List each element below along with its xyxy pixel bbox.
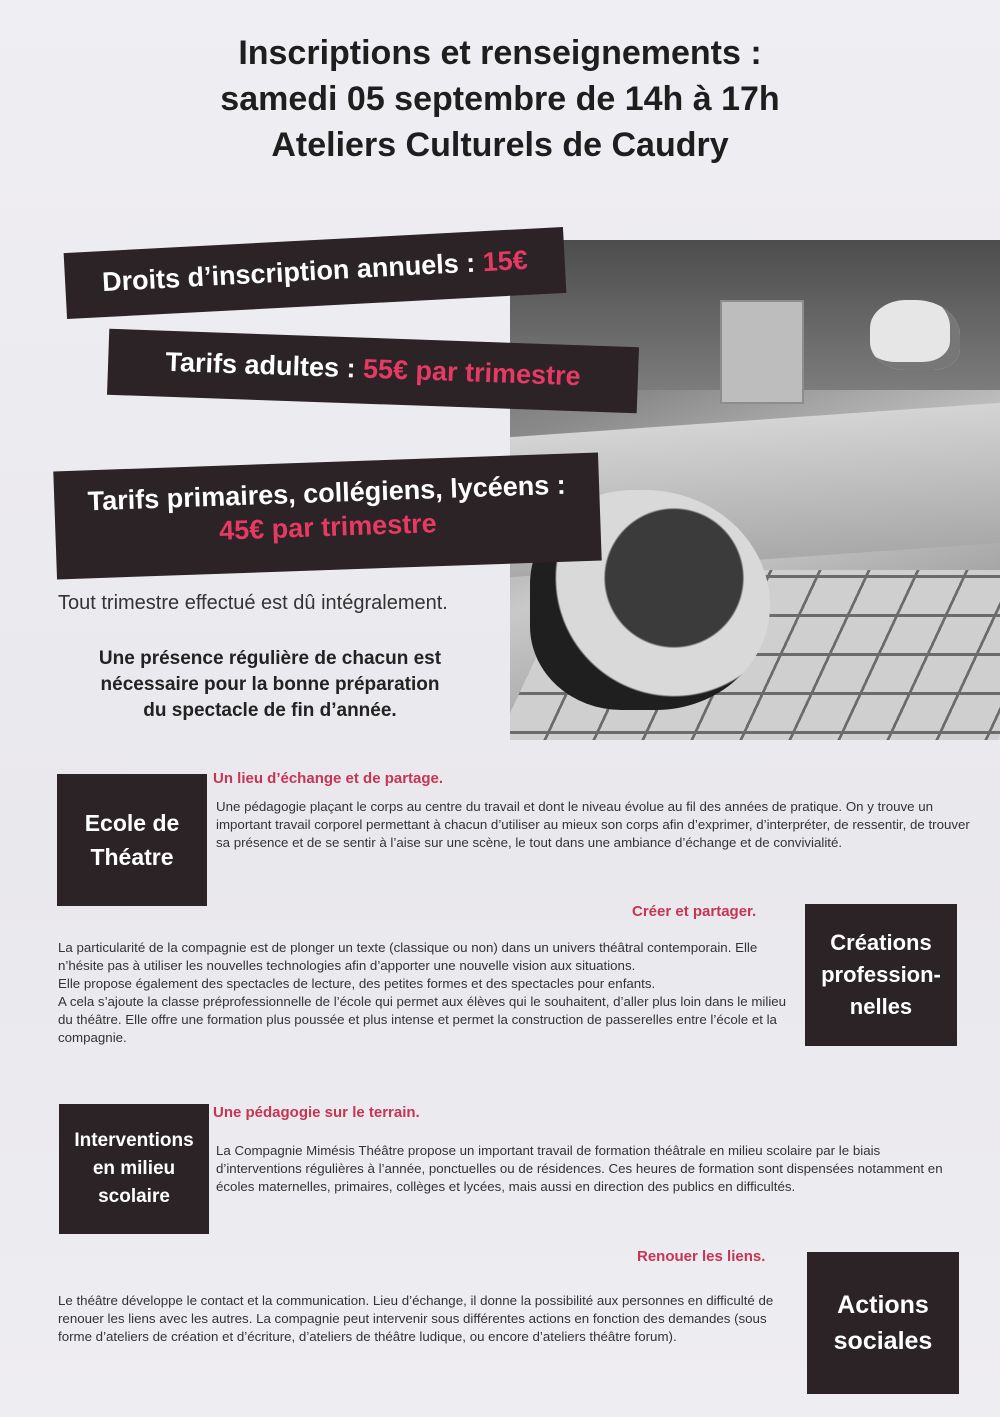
presence-note-line3: du spectacle de fin d’année. xyxy=(143,700,397,721)
creations-box-line2: profession- xyxy=(821,962,941,987)
header-title-line1: Inscriptions et renseignements : xyxy=(238,34,762,72)
ecole-box-line2: Théatre xyxy=(90,844,174,870)
creations-box-line1: Créations xyxy=(830,930,932,955)
creations-section-title: Créer et partager. xyxy=(632,903,757,920)
actions-section-text: Le théâtre développe le contact et la communication. Lieu d’échange, il donne la possibilité aux personnes en difficulté de renouer les liens avec les autres. La compagnie peut intervenir sous différentes actions en fonction des demandes (sous forme d’ateliers de création et d’écriture, d’ateliers de théâtre ludique, ou encore d’ateliers théâtre forum). xyxy=(58,1293,774,1344)
creations-box-line3: nelles xyxy=(849,994,913,1019)
creations-text-paragraph1: La particularité de la compagnie est de plonger un texte (classique ou non) dans un univers théâtral contemporain. Elle n’hésite pas à utiliser les nouvelles technologies afin d’apporter une nouvelle vision aux situations. xyxy=(58,940,758,973)
ecole-theatre-box xyxy=(57,774,207,906)
annual-fee-price: 15€ xyxy=(481,244,529,278)
creations-text-paragraph2: Elle propose également des spectacles de lecture, des petites formes et des spectacles pour enfants. xyxy=(58,976,656,991)
interventions-box-line1: Interventions xyxy=(74,1130,194,1151)
banner-young-rate xyxy=(53,453,601,580)
creations-text-paragraph3: A cela s’ajoute la classe préprofessionnelle de l’école qui permet aux élèves qui le souhaitent, d’aller plus loin dans le milieu du théâtre. Elle offre une formation plus poussée et plus intense et permet la construction de passerelles entre l’école et la compagnie. xyxy=(58,994,787,1045)
banner-annual-fee xyxy=(64,227,567,319)
ecole-box-line1: Ecole de xyxy=(84,810,180,836)
photo-performer-top xyxy=(870,300,960,370)
presence-note-line2: nécessaire pour la bonne préparation xyxy=(100,674,440,695)
ecole-section-title: Un lieu d’échange et de partage. xyxy=(213,770,444,787)
young-rate-label: Tarifs primaires, collégiens, lycéens : xyxy=(87,469,567,517)
ecole-section-text: Une pédagogie plaçant le corps au centre du travail et dont le niveau évolue au fil des années de pratique. On y trouve un important travail corporel permettant à chacun d’utiliser au mieux son corps afin d’exprimer, d’interpréter, de ressentir, de trouver sa présence et de se sentir à l’aise sur une scène, le tout dans une ambiance d’échange et de convivialité. xyxy=(216,799,970,850)
presence-note-line1: Une présence régulière de chacun est xyxy=(98,648,442,669)
actions-box xyxy=(807,1252,959,1394)
presence-note xyxy=(40,646,500,724)
adult-rate-label: Tarifs adultes : xyxy=(165,346,364,384)
photo-cube xyxy=(720,300,804,404)
interventions-box-line3: scolaire xyxy=(98,1186,170,1207)
annual-fee-label: Droits d’inscription annuels : xyxy=(101,247,484,298)
creations-box xyxy=(805,904,957,1046)
header-date-line: samedi 05 septembre de 14h à 17h xyxy=(220,80,780,118)
trimester-note: Tout trimestre effectué est dû intégralement. xyxy=(58,592,448,614)
adult-rate-price: 55€ par trimestre xyxy=(362,353,582,392)
young-rate-price: 45€ par trimestre xyxy=(218,508,438,546)
header xyxy=(0,30,1000,168)
header-venue-line: Ateliers Culturels de Caudry xyxy=(271,126,729,164)
actions-section-title: Renouer les liens. xyxy=(637,1248,766,1265)
interventions-box xyxy=(59,1104,209,1234)
interventions-section-title: Une pédagogie sur le terrain. xyxy=(213,1104,420,1121)
creations-section-text xyxy=(58,939,798,1047)
actions-box-line2: sociales xyxy=(833,1327,933,1355)
actions-box-line1: Actions xyxy=(837,1291,929,1319)
interventions-box-line2: en milieu xyxy=(92,1158,176,1179)
interventions-section-text: La Compagnie Mimésis Théâtre propose un important travail de formation théâtrale en milieu scolaire par le biais d’interventions régulières à l’année, ponctuelles ou de résidences. Ces heures de formation sont dispensées notamment en écoles maternelles, primaires, collèges et lycées, mais aussi en direction des publics en difficultés. xyxy=(216,1143,943,1194)
